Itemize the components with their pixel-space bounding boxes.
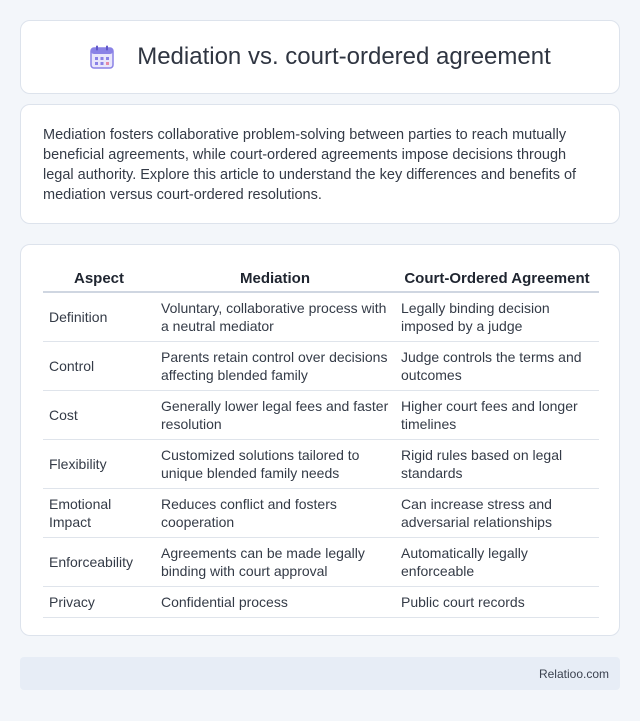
- header-court-ordered: Court-Ordered Agreement: [395, 264, 599, 293]
- row-mediation: Customized solutions tailored to unique blended family needs: [155, 440, 395, 489]
- row-aspect: Definition: [43, 293, 155, 342]
- calendar-icon: [89, 44, 115, 70]
- footer-bar: [20, 657, 620, 690]
- comparison-card: [20, 244, 620, 636]
- row-aspect: Emotional Impact: [43, 489, 155, 538]
- row-court-ordered: Rigid rules based on legal standards: [395, 440, 599, 489]
- row-court-ordered: Judge controls the terms and outcomes: [395, 342, 599, 391]
- row-court-ordered: Legally binding decision imposed by a judge: [395, 293, 599, 342]
- row-court-ordered: Automatically legally enforceable: [395, 538, 599, 587]
- row-mediation: Generally lower legal fees and faster resolution: [155, 391, 395, 440]
- comparison-table: [43, 264, 599, 618]
- footer-source[interactable]: Relatioo.com: [538, 666, 609, 681]
- row-aspect: Flexibility: [43, 440, 155, 489]
- intro-paragraph: Mediation fosters collaborative problem-solving between parties to reach mutually beneficial agreements, while court-ordered agreements impose decisions through legal authority. Explore this article to understand the key differences and benefits of mediation versus court-ordered resolutions.: [43, 127, 577, 203]
- row-mediation: Reduces conflict and fosters cooperation: [155, 489, 395, 538]
- row-aspect: Control: [43, 342, 155, 391]
- row-court-ordered: Public court records: [395, 587, 599, 618]
- row-aspect: Enforceability: [43, 538, 155, 587]
- table-header-row: [43, 264, 599, 293]
- intro-card: [20, 104, 620, 224]
- header-mediation: Mediation: [155, 264, 395, 293]
- table-row: [43, 391, 599, 440]
- row-mediation: Voluntary, collaborative process with a neutral mediator: [155, 293, 395, 342]
- row-mediation: Parents retain control over decisions affecting blended family: [155, 342, 395, 391]
- row-mediation: Agreements can be made legally binding with court approval: [155, 538, 395, 587]
- title-card: [20, 20, 620, 94]
- table-row: [43, 342, 599, 391]
- table-row: [43, 440, 599, 489]
- row-court-ordered: Higher court fees and longer timelines: [395, 391, 599, 440]
- table-row: [43, 587, 599, 618]
- header-aspect: Aspect: [43, 264, 155, 293]
- row-aspect: Cost: [43, 391, 155, 440]
- title-wrap: [89, 43, 551, 71]
- table-row: [43, 293, 599, 342]
- row-mediation: Confidential process: [155, 587, 395, 618]
- row-court-ordered: Can increase stress and adversarial relationships: [395, 489, 599, 538]
- table-row: [43, 538, 599, 587]
- table-row: [43, 489, 599, 538]
- row-aspect: Privacy: [43, 587, 155, 618]
- page-title: Mediation vs. court-ordered agreement: [137, 43, 551, 70]
